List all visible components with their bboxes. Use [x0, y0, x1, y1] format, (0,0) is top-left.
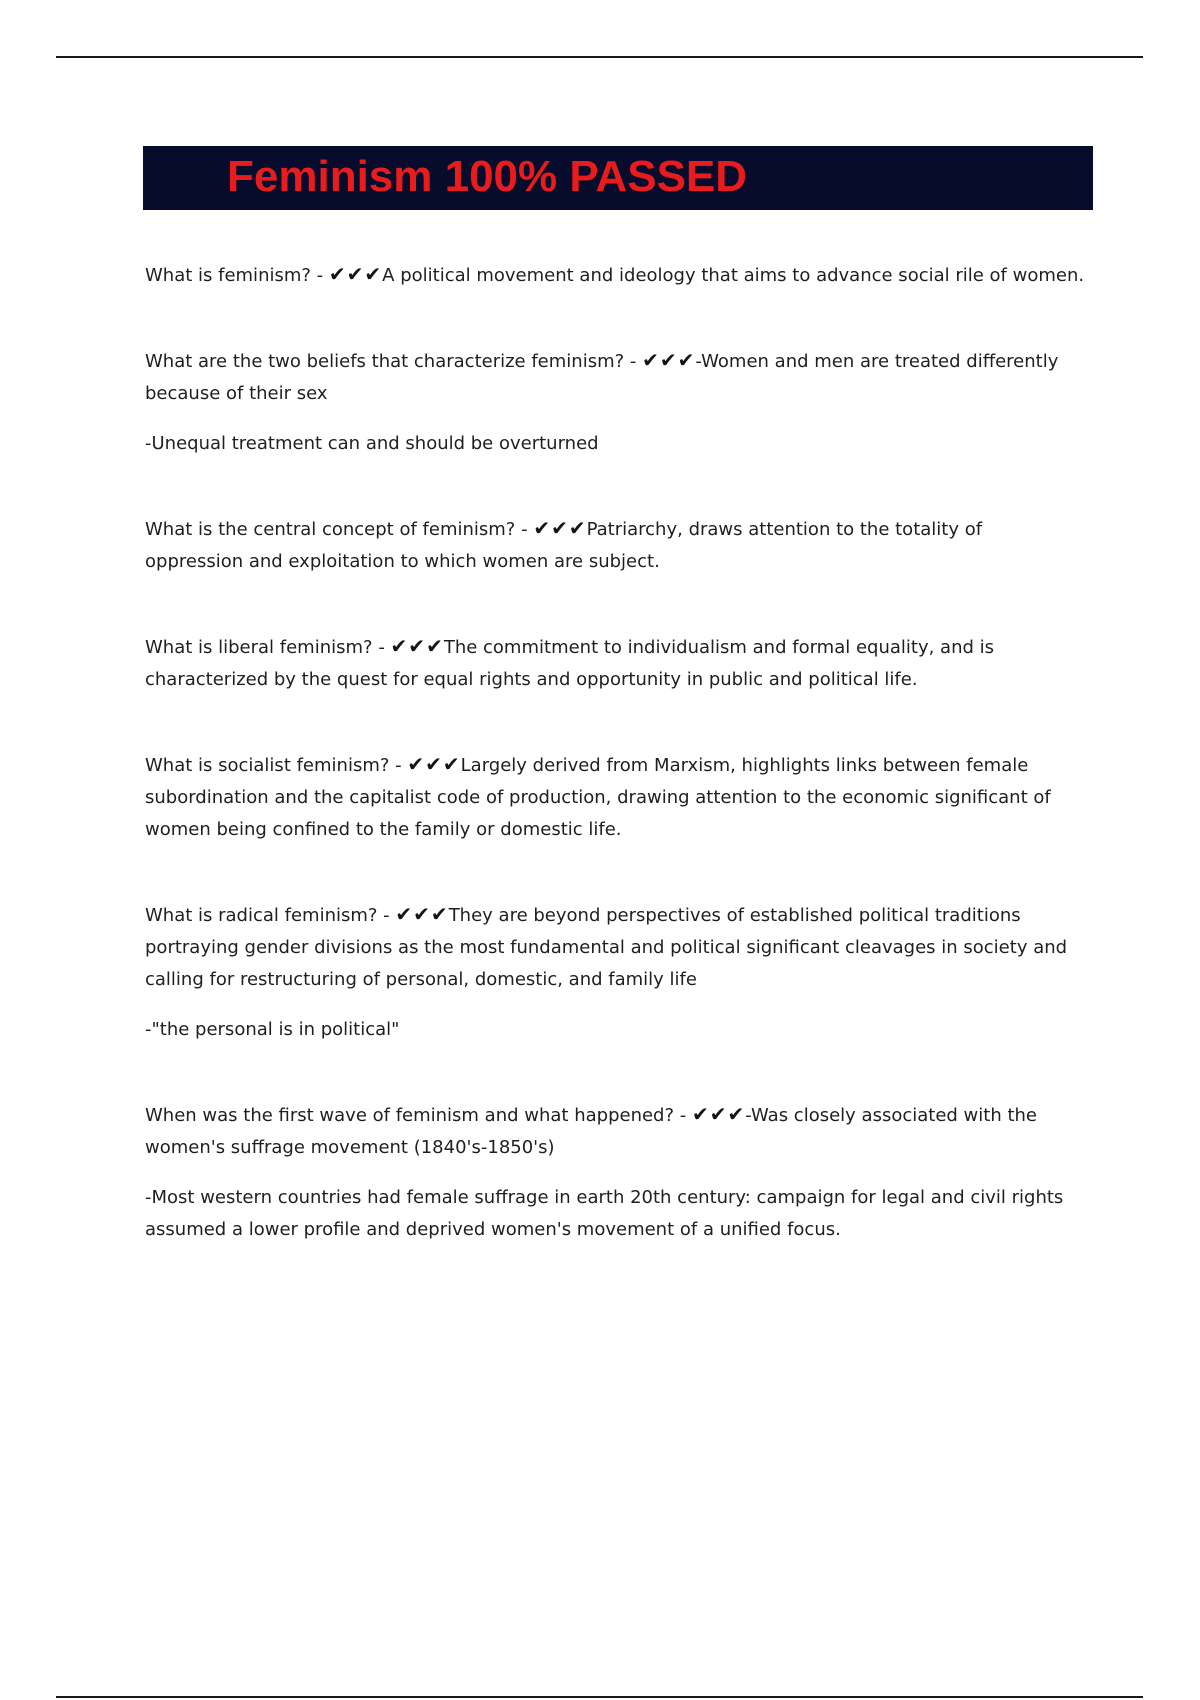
answer-text: The commitment to individualism and formal equality, and is characterized by the quest for equal rights and opportunity in public and political life.	[145, 637, 995, 690]
answer-text: Patriarchy, draws attention to the totality of oppression and exploitation to which women are subject.	[145, 519, 983, 572]
qa-item	[145, 898, 1085, 1046]
qa-item	[145, 258, 1085, 292]
qa-paragraph	[145, 1098, 1085, 1164]
question-text: When was the first wave of feminism and what happened?	[145, 1105, 675, 1126]
check-mark-icon: ✔✔✔	[533, 516, 587, 540]
qa-paragraph	[145, 258, 1085, 292]
separator: -	[389, 755, 408, 776]
qa-paragraph	[145, 898, 1085, 996]
check-mark-icon: ✔✔✔	[642, 348, 696, 372]
page-title: Feminism 100% PASSED	[227, 152, 748, 201]
answer-text: They are beyond perspectives of established political traditions portraying gender divisions as the most fundamental and political significant cleavages in society and calling for restructuring of personal, domestic, and family life	[145, 905, 1068, 990]
separator: -	[674, 1105, 692, 1126]
check-mark-icon: ✔✔✔	[407, 752, 461, 776]
answer-text: Largely derived from Marxism, highlights links between female subordination and the capitalist code of production, drawing attention to the economic significant of women being confined to the family or domestic life.	[145, 755, 1051, 840]
qa-paragraph	[145, 748, 1085, 846]
qa-paragraph	[145, 512, 1085, 578]
question-text: What are the two beliefs that characterize feminism?	[145, 351, 625, 372]
question-text: What is radical feminism?	[145, 905, 378, 926]
separator: -	[372, 637, 391, 658]
question-text: What is liberal feminism?	[145, 637, 373, 658]
qa-item	[145, 748, 1085, 846]
answer-text: -Was closely associated with the women's suffrage movement (1840's-1850's)	[145, 1105, 1038, 1158]
top-rule	[56, 56, 1143, 58]
answer-text: -Women and men are treated differently because of their sex	[145, 351, 1059, 404]
qa-item	[145, 630, 1085, 696]
question-text: What is feminism?	[145, 265, 311, 286]
answer-continuation: -"the personal is in political"	[145, 1019, 400, 1040]
separator: -	[377, 905, 396, 926]
qa-paragraph	[145, 630, 1085, 696]
answer-text: A political movement and ideology that aims to advance social rile of women.	[382, 265, 1085, 286]
qa-paragraph	[145, 344, 1085, 410]
answer-continuation: -Most western countries had female suffrage in earth 20th century: campaign for legal and civil rights assumed a lower profile and deprived women's movement of a unified focus.	[145, 1187, 1064, 1240]
question-text: What is socialist feminism?	[145, 755, 390, 776]
qa-item	[145, 344, 1085, 460]
title-banner	[143, 146, 1093, 210]
qa-item	[145, 1098, 1085, 1246]
separator: -	[624, 351, 643, 372]
qa-list	[145, 258, 1085, 1298]
check-mark-icon: ✔✔✔	[328, 262, 383, 286]
question-text: What is the central concept of feminism?	[145, 519, 516, 540]
check-mark-icon: ✔✔✔	[390, 634, 444, 658]
answer-continuation: -Unequal treatment can and should be overturned	[145, 433, 599, 454]
separator: -	[310, 265, 329, 286]
check-mark-icon: ✔✔✔	[691, 1102, 746, 1126]
check-mark-icon: ✔✔✔	[395, 902, 449, 926]
bottom-rule	[56, 1696, 1143, 1698]
separator: -	[515, 519, 534, 540]
qa-item	[145, 512, 1085, 578]
